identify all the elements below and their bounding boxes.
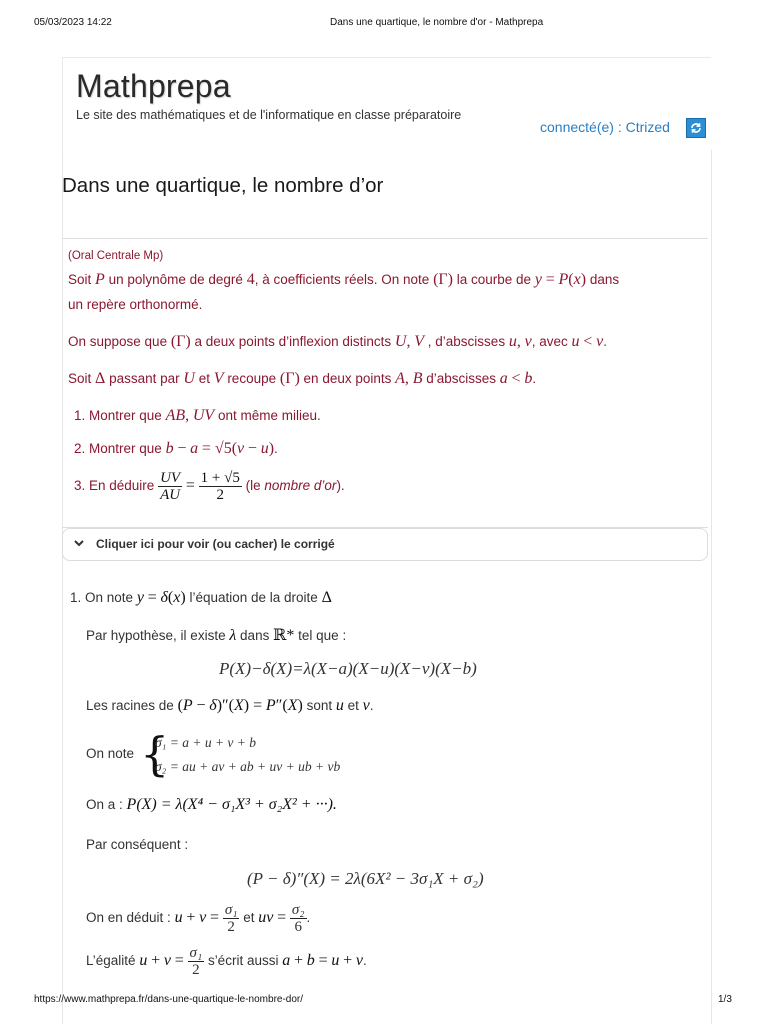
print-doc-title: Dans une quartique, le nombre d'or - Mathprepa <box>330 17 544 28</box>
solution-line-2: Par hypothèse, il existe λ dans ℝ* tel que : <box>86 627 347 644</box>
exercise-line-2: On suppose que (Γ) a deux points d’inflexion distincts U, V , d’abscisses u, v, avec u < v. <box>68 333 607 350</box>
refresh-icon[interactable] <box>686 118 706 138</box>
solution-line-5: On a : P(X) = λ(X⁴ − σ₁X³ + σ₂X² + ···). <box>86 796 337 813</box>
solution-line-1: 1. On note y = δ(x) l’équation de la droite Δ <box>70 589 332 606</box>
exercise-line-3: Soit Δ passant par U et V recoupe (Γ) en deux points A, B d’abscisses a < b. <box>68 370 537 387</box>
equation-1: P(X)−δ(X)=λ(X−a)(X−u)(X−v)(X−b) <box>219 659 477 678</box>
exercise-line-1b: un repère orthonormé. <box>68 297 203 312</box>
left-brace: { <box>140 727 170 781</box>
site-title[interactable]: Mathprepa <box>76 68 231 104</box>
exercise-line-1: Soit P un polynôme de degré 4, à coefficients réels. On note (Γ) la courbe de y = P(x) dans <box>68 271 620 288</box>
article-title: Dans une quartique, le nombre d’or <box>62 174 384 197</box>
exercise-source: (Oral Centrale Mp) <box>68 250 164 262</box>
solution-line-8: L’égalité u + v = $\frac{\text{σ₁}}{2}$ s’écrit aussi a + b = u + v. <box>86 945 367 978</box>
toggle-solution-label[interactable]: Cliquer ici pour voir (ou cacher) le corrigé <box>96 537 335 551</box>
question-1: 1. Montrer que AB, UV ont même milieu. <box>74 407 321 424</box>
sigma-2-def: σ₂ = au + av + ab + uv + ub + vb <box>155 759 341 774</box>
print-datetime: 05/03/2023 14:22 <box>34 17 112 28</box>
connected-user-link[interactable]: connecté(e) : Ctrized <box>540 119 670 135</box>
sigma-1-def: σ₁ = a + u + v + b <box>155 735 257 750</box>
site-subtitle: Le site des mathématiques et de l'informatique en classe préparatoire <box>76 108 462 122</box>
solution-line-3: Les racines de (P − δ)″(X) = P″(X) sont u et v. <box>86 697 374 714</box>
question-3: 3. En déduire $\frac{UV}{AU}$ = $\frac{1 + √5}{2}$ (le nombre d’or). <box>74 470 345 503</box>
question-2: 2. Montrer que b − a = √5(v − u). <box>74 440 278 457</box>
print-footer-url: https://www.mathprepa.fr/dans-une-quartique-le-nombre-dor/ <box>34 994 304 1005</box>
chevron-down-icon[interactable] <box>72 536 86 550</box>
solution-line-7: On en déduit : u + v = $\frac{\text{σ₁}}{2}$ et uv = $\frac{\text{σ₂}}{6}$ . <box>86 902 311 935</box>
print-footer-page: 1/3 <box>718 994 732 1005</box>
equation-3: (P − δ)″(X) = 2λ(6X² − 3σ₁X + σ₂) <box>247 869 484 888</box>
solution-line-6: Par conséquent : <box>86 837 189 852</box>
solution-line-4: On note <box>86 746 135 761</box>
